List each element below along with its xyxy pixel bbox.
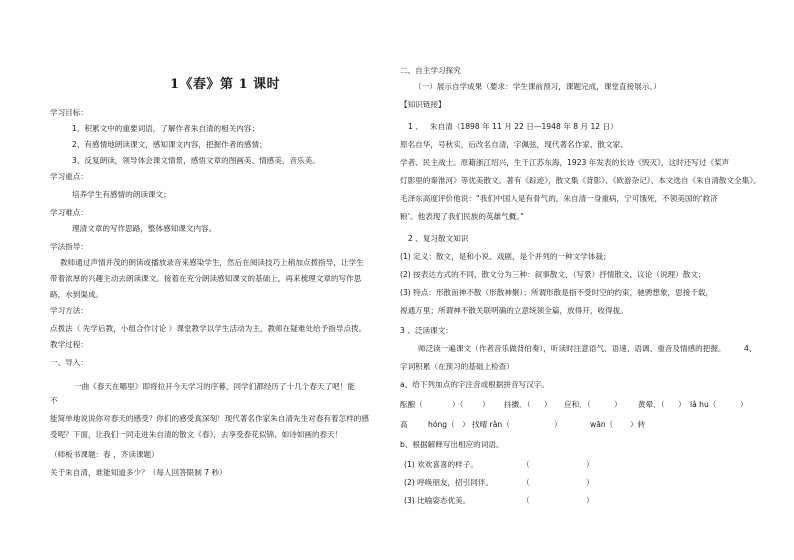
vocab-blank: ）转 <box>630 420 646 429</box>
knowledge-link-label: 【知识链接】 <box>400 100 446 109</box>
vocab-definition: (1) 欢欢喜喜的样子。 <box>404 460 478 469</box>
process-heading: 教学过程： <box>50 340 88 349</box>
difficulty-heading: 学习难点： <box>50 208 88 217</box>
vocab-word: 酝酿（ <box>400 400 423 409</box>
review-line: (1) 定义：散文，是和小说、戏剧、是个并列的一种文学体裁； <box>400 252 611 261</box>
vocab-blank: ） <box>740 400 748 409</box>
answer-paren-open: （ <box>522 496 530 505</box>
guide-line: 教师通过声情并茂的朗读或播放录音来感染学生，然后在阅读技巧上稍加点拨指导，让学生 <box>60 258 364 267</box>
guide-line: 路，水到渠成。 <box>50 290 104 299</box>
method-line: 点拨法（ 先学后教，小组合作讨论 ）课堂教学以学生活动为主，教师在疑难处给予指导点拨。 <box>50 324 367 333</box>
guide-line: 带着浓厚的兴趣主动去朗读课文。接着在充分朗读感知课文的基础上，再来梳理文章的写作思 <box>50 274 362 283</box>
intro-line: 受呢？下面，让我们一同走进朱自清的散文《春》，去享受春花似锦、如诗如画的春天！ <box>50 430 343 439</box>
vocab-pinyin: wān（ <box>590 420 614 429</box>
vocab-blank: ） <box>678 400 686 409</box>
vocab-pinyin: 找晴 rǎn（ <box>472 420 510 429</box>
key-points-text: 培养学生有感情的朗读课文； <box>72 190 171 199</box>
goals-heading: 学习目标： <box>50 108 88 117</box>
review-line: (2) 按表达方式的不同，散文分为三种：叙事散文，（写景）抒情散文，议论（说理）散文； <box>400 270 706 279</box>
board-note: （师板书课题：春 ，齐读课题） <box>50 450 159 459</box>
review-heading: 2 、复习散文知识 <box>408 234 469 243</box>
item-number: 4、 <box>744 344 757 353</box>
vocab-blank: ） <box>554 420 562 429</box>
vocab-definition: (3) 比喻姿态优美。 <box>404 496 471 505</box>
vocab-instruction-a: a、给下列加点的字注音或根据拼音写汉字。 <box>400 380 549 389</box>
answer-paren-open: （ <box>522 460 530 469</box>
difficulty-text: 理清文章的写作思路，整体感知课文内容。 <box>72 224 217 233</box>
method-heading: 学习方法： <box>50 306 88 315</box>
intro-line: 不 <box>50 396 58 405</box>
guide-heading: 学法指导： <box>50 242 88 251</box>
answer-paren-open: （ <box>522 478 530 487</box>
vocab-instruction-b: b、根据解释写出相应的词语。 <box>400 440 504 449</box>
read-line: 师泛读一遍课文（作者音乐做背伯奏），听读时注意语气、语速、语调、重音及情感的把握。 <box>418 344 726 353</box>
goal-item: 2、有感情地朗读课文，感知课文内容，把握作者的感情； <box>72 140 267 149</box>
bio-line: 毛泽东高度评价他说：“我们中国人是有骨气的，朱自清一身重病，宁可饿死，不领美国的‘救济 <box>400 194 718 203</box>
vocab-blank: ） <box>544 400 552 409</box>
lesson-title: 1《春》第 1 课时 <box>170 77 281 92</box>
review-line: (3) 特点：形散而神不散（形散神聚）；所谓形散是指不受时空的约束，驰骋想象，思接千载， <box>400 288 714 297</box>
question-line: 关于朱自清，谁能知道多少？（每人回答限制 7 秒） <box>50 468 227 477</box>
bio-line: 原名自华，号秋实，后改名自清，字佩弦，现代著名作家、散文家、 <box>400 140 628 149</box>
key-points-heading: 学习重点： <box>50 172 88 181</box>
vocab-word: 高 <box>400 420 408 429</box>
intro-line: 一曲《春天在哪里》即将拉开今天学习的序幕，同学们都经历了十几个春天了吧！能 <box>74 382 355 391</box>
bio-line: 粮’。他表现了我们民族的英雄气概。” <box>400 212 525 221</box>
author-dates: 朱自清（1898 年 11 月 22 日—1948 年 8 月 12 日） <box>430 122 618 131</box>
vocab-word: lǎ hu（ <box>690 400 717 409</box>
bio-line: 灯影里的秦淮河》等优美散文。著有《踪迹》，散文集《背影》、《欧游杂记》、本文选自《朱自清散文全集》。 <box>400 176 761 185</box>
review-line: 视通万里；所谓神不散关联明确的立意统领全篇，放得开，收得拢。 <box>400 306 628 315</box>
vocab-pinyin: hóng（ <box>428 420 455 429</box>
answer-paren-close: ） <box>586 496 594 505</box>
goal-item: 3、反复朗读，领导体会课文情景，感悟文章的图画美、情感美、音乐美。 <box>72 156 320 165</box>
vocab-blank: ）（ <box>452 400 464 409</box>
vocab-word: 抖擞．（ <box>504 400 531 409</box>
vocab-word: 应和．（ <box>564 400 591 409</box>
answer-paren-close: ） <box>586 478 594 487</box>
vocab-blank: ） <box>482 400 490 409</box>
bio-line: 学者、民主战士。原籍浙江绍兴，生于江苏东海，1923 年发表的长诗《毁灭》，这时还写过《桨声 <box>400 158 730 167</box>
subsection-heading: （一）展示自学成果（要求：学生课前预习，课题完成，课堂直接展示。） <box>414 82 661 91</box>
vocab-word: 黄晕．（ <box>638 400 665 409</box>
intro-line: 能简单地说说你对春天的感受？你们的感受真深刻！现代著名作家朱自清先生对春有着怎样的感 <box>50 414 369 423</box>
read-heading: 3 、泛读课文： <box>400 326 453 335</box>
goal-item: 1、积累文中的重要词语，了解作者朱自清的相关内容； <box>72 124 260 133</box>
vocab-heading: 字词积累（在预习的基础上检查） <box>400 362 514 371</box>
section-heading: 二、自主学习探究 <box>400 66 461 75</box>
item-number: 1 、 <box>408 122 423 131</box>
answer-paren-close: ） <box>586 460 594 469</box>
vocab-definition: (2) 呼唤朋友，招引同伴。 <box>404 478 494 487</box>
vocab-blank: ） <box>462 420 470 429</box>
vocab-blank: ） <box>614 400 622 409</box>
step-intro-heading: 一、导入： <box>50 358 88 367</box>
